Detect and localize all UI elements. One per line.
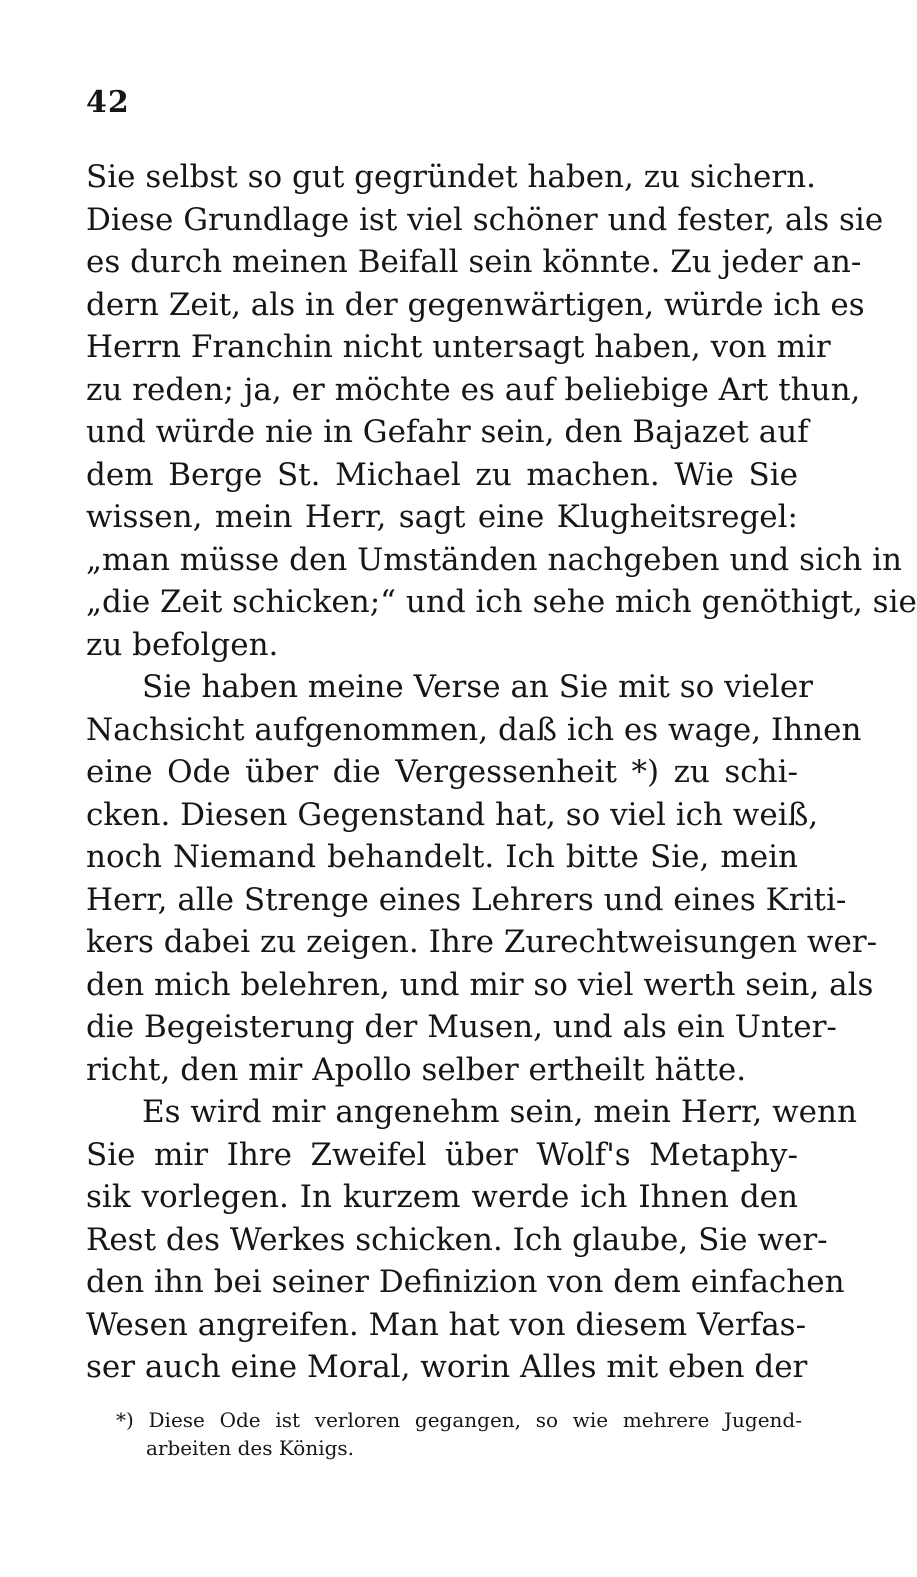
text-line: und würde nie in Gefahr sein, den Bajazet auf	[86, 414, 809, 450]
text-line: wissen, mein Herr, sagt eine Klugheitsregel:	[86, 499, 798, 535]
text-line: eine Ode über die Vergessenheit *) zu schi-	[86, 754, 798, 790]
main-text-block	[86, 156, 917, 1389]
text-line: es durch meinen Beifall sein könnte. Zu jeder an-	[86, 244, 862, 280]
text-line: Herr, alle Strenge eines Lehrers und eines Kriti-	[86, 881, 847, 918]
page-number: 42	[86, 85, 130, 120]
text-line: richt, den mir Apollo selber ertheilt hätte.	[86, 1051, 747, 1088]
text-line: dem Berge St. Michael zu machen. Wie Sie	[86, 456, 798, 493]
text-line: Sie selbst so gut gegründet haben, zu sichern.	[86, 159, 817, 195]
text-line: Wesen angreifen. Man hat von diesem Verfas-	[86, 1306, 807, 1343]
text-line: Nachsicht aufgenommen, daß ich es wage, Ihnen	[86, 711, 862, 748]
text-line: „die Zeit schicken;“ und ich sehe mich genöthigt, sie	[86, 584, 917, 620]
text-line: Diese Grundlage ist viel schöner und fester, als sie	[86, 201, 884, 238]
footnote	[116, 1406, 802, 1462]
text-line: den mich belehren, und mir so viel werth sein, als	[86, 966, 874, 1003]
text-line: sik vorlegen. In kurzem werde ich Ihnen den	[86, 1179, 798, 1215]
text-line: noch Niemand behandelt. Ich bitte Sie, mein	[86, 839, 798, 875]
text-line: kers dabei zu zeigen. Ihre Zurechtweisungen wer-	[86, 924, 878, 960]
text-line: Sie mir Ihre Zweifel über Wolf's Metaphy-	[86, 1136, 798, 1173]
text-line: zu reden; ja, er möchte es auf beliebige Art thun,	[86, 371, 861, 408]
footnote-line: *) Diese Ode ist verloren gegangen, so wie mehrere Jugend-	[116, 1408, 802, 1432]
text-line: dern Zeit, als in der gegenwärtigen, würde ich es	[86, 286, 865, 323]
text-line: cken. Diesen Gegenstand hat, so viel ich weiß,	[86, 796, 819, 833]
text-line: ser auch eine Moral, worin Alles mit eben der	[86, 1349, 808, 1385]
text-line: Sie haben meine Verse an Sie mit so vieler	[142, 669, 813, 705]
footnote-line: arbeiten des Königs.	[146, 1436, 355, 1460]
text-line: Herrn Franchin nicht untersagt haben, von mir	[86, 329, 831, 365]
text-line: Es wird mir angenehm sein, mein Herr, wenn	[142, 1094, 857, 1130]
text-line: den ihn bei seiner Definizion von dem einfachen	[86, 1264, 845, 1300]
text-line: die Begeisterung der Musen, und als ein Unter-	[86, 1009, 837, 1045]
text-line: zu befolgen.	[86, 626, 279, 663]
text-line: Rest des Werkes schicken. Ich glaube, Sie wer-	[86, 1221, 828, 1258]
text-line: „man müsse den Umständen nachgeben und sich in	[86, 541, 902, 578]
